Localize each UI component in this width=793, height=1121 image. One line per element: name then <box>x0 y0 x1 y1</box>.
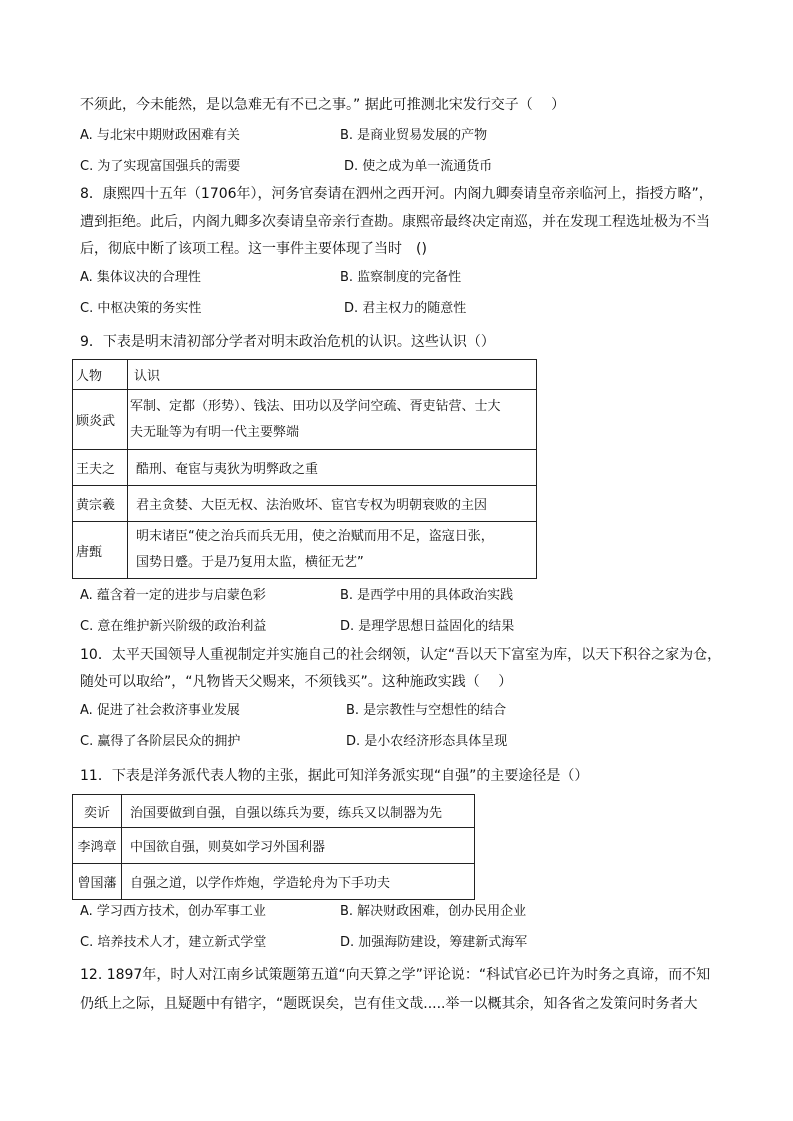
q10-stem-line2: 随处可以取给”，“凡物皆天父赐来，不须钱买”。这种施政实践（ ） <box>80 674 513 690</box>
q11-row-text: 自强之道，以学作炸炮，学造轮舟为下手功夫 <box>122 864 475 900</box>
q9-row-name: 顾炎武 <box>73 390 128 450</box>
q12-stem-line1: 12. 1897年，时人对江南乡试策题第五道“向天算之学”评论说：“科试官必已许为时务之真谛，而不知 <box>80 967 711 983</box>
q11-table <box>72 794 475 900</box>
q10-option-b[interactable]: B. 是宗教性与空想性的结合 <box>346 703 507 718</box>
table-row <box>73 450 537 486</box>
q8-option-d[interactable]: D. 君主权力的随意性 <box>344 301 467 316</box>
q9-stem: 9．下表是明末清初部分学者对明末政治危机的认识。这些认识（） <box>80 334 495 350</box>
table-row <box>73 486 537 522</box>
q11-option-b[interactable]: B. 解决财政困难，创办民用企业 <box>340 904 527 919</box>
q9-table-header-row <box>73 360 537 390</box>
q11-option-a[interactable]: A. 学习西方技术，创办军事工业 <box>80 904 266 919</box>
table-row <box>73 864 475 900</box>
q11-option-c[interactable]: C. 培养技术人才，建立新式学堂 <box>80 935 267 950</box>
q9-row-name: 黄宗羲 <box>73 486 128 522</box>
q8-option-a[interactable]: A. 集体议决的合理性 <box>80 270 201 285</box>
q9-option-b[interactable]: B. 是西学中用的具体政治实践 <box>340 588 514 603</box>
q10-option-d[interactable]: D. 是小农经济形态具体呈现 <box>346 734 508 749</box>
q11-option-d[interactable]: D. 加强海防建设，筹建新式海军 <box>340 935 528 950</box>
q7-option-b[interactable]: B. 是商业贸易发展的产物 <box>340 128 488 143</box>
q11-row-name: 李鸿章 <box>73 828 122 864</box>
q11-row-text: 中国欲自强，则莫如学习外国利器 <box>122 828 475 864</box>
q9-table <box>72 359 537 579</box>
q8-stem-line2: 遭到拒绝。此后，内阁九卿多次奏请皇帝亲行查勘。康熙帝最终决定南巡，并在发现工程选址极为不当 <box>80 214 710 230</box>
q11-row-name: 曾国藩 <box>73 864 122 900</box>
q10-option-a[interactable]: A. 促进了社会救济事业发展 <box>80 703 240 718</box>
q7-option-d[interactable]: D. 使之成为单一流通货币 <box>344 159 493 174</box>
q9-row-text: 夫无耻等为有明一代主要弊端 <box>130 424 300 440</box>
q7-option-a[interactable]: A. 与北宋中期财政困难有关 <box>80 128 240 143</box>
q9-option-c[interactable]: C. 意在维护新兴阶级的政治利益 <box>80 619 267 634</box>
q7-stem-tail: 不须此，今未能然，是以急难无有不已之事。” 据此可推测北宋发行交子（ ） <box>80 97 566 113</box>
q8-stem-line3: 后，彻底中断了该项工程。这一事件主要体现了当时 () <box>80 241 427 257</box>
q8-option-c[interactable]: C. 中枢决策的务实性 <box>80 301 202 316</box>
q11-row-text: 治国要做到自强，自强以练兵为要，练兵又以制器为先 <box>122 795 475 828</box>
table-row <box>73 795 475 828</box>
q10-stem-line1: 10．太平天国领导人重视制定并实施自己的社会纲领，认定“吾以天下富室为库，以天下积谷之家为仓， <box>80 647 722 663</box>
q9-row-text: 酷刑、奄宦与夷狄为明弊政之重 <box>128 450 537 486</box>
q9-row-text: 国势日蹙。于是乃复用太监，横征无艺” <box>136 555 364 570</box>
q9-row-name: 唐甄 <box>73 522 128 579</box>
q9-header-person: 人物 <box>73 360 128 390</box>
q9-option-d[interactable]: D. 是理学思想日益固化的结果 <box>340 619 515 634</box>
table-row <box>73 390 537 450</box>
q9-option-a[interactable]: A. 蕴含着一定的进步与启蒙色彩 <box>80 588 266 603</box>
q9-row-name: 王夫之 <box>73 450 128 486</box>
q11-row-name: 奕䜣 <box>73 795 122 828</box>
q12-stem-line2: 仍纸上之际，且疑题中有错字，“题既误矣，岂有佳文哉.....举一以概其余，知各省之发策问时务者大 <box>80 996 698 1012</box>
q9-row-text: 军制、定都（形势）、钱法、田功以及学问空疏、胥吏钻营、士大 <box>130 398 501 414</box>
q11-stem: 11．下表是洋务派代表人物的主张，据此可知洋务派实现“自强”的主要途径是（） <box>80 768 589 784</box>
table-row <box>73 522 537 579</box>
q9-row-text: 明末诸臣“使之治兵而兵无用，使之治赋而用不足，盗寇日张， <box>136 529 494 544</box>
q9-row-text: 君主贪婪、大臣无权、法治败坏、宦官专权为明朝衰败的主因 <box>128 486 537 522</box>
q8-stem-line1: 8．康熙四十五年（1706年），河务官奏请在泗州之西开河。内阁九卿奏请皇帝亲临河上，指授方略”， <box>80 186 713 202</box>
table-row <box>73 828 475 864</box>
q8-option-b[interactable]: B. 监察制度的完备性 <box>340 270 462 285</box>
q9-header-view: 认识 <box>128 360 537 390</box>
q10-option-c[interactable]: C. 赢得了各阶层民众的拥护 <box>80 734 241 749</box>
q7-option-c[interactable]: C. 为了实现富国强兵的需要 <box>80 159 241 174</box>
